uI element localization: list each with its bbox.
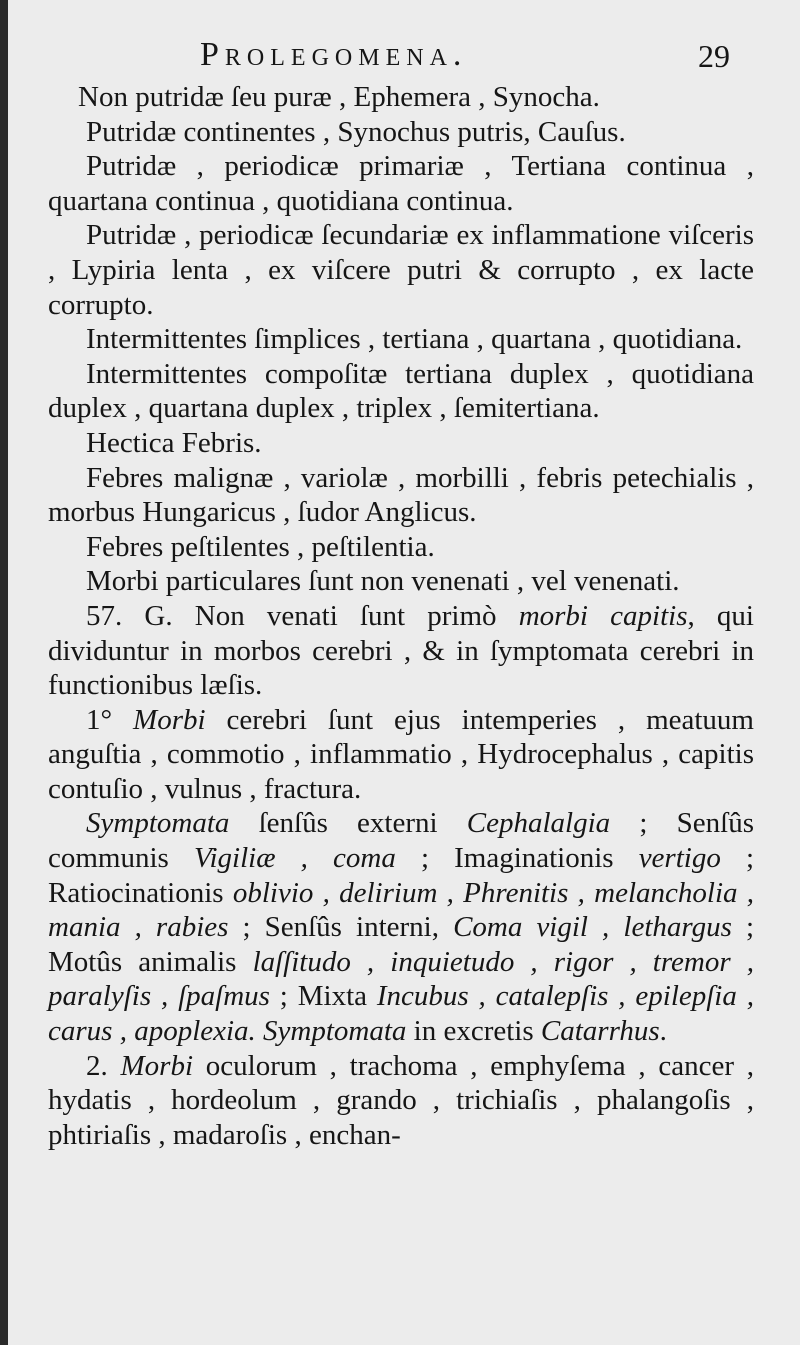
paragraph bbox=[48, 703, 754, 807]
book-page bbox=[8, 0, 800, 1345]
paragraph bbox=[48, 115, 754, 150]
text-run: oculorum , trachoma , emphyſema , cancer , hydatis , hordeolum , grando , trichiaſis , phalangoſis , phtiriaſis , madaroſis , enchan- bbox=[48, 1049, 755, 1151]
paragraph bbox=[48, 461, 754, 530]
text-run: Hectica Febris. bbox=[86, 426, 262, 459]
paragraph bbox=[48, 426, 754, 461]
text-run: ; Senſûs communis bbox=[48, 807, 754, 875]
paragraph bbox=[48, 80, 754, 115]
text-run: Febres malignæ , variolæ , morbilli , febris petechialis , morbus Hungaricus , ſudor Anglicus. bbox=[48, 461, 754, 529]
text-run: Intermittentes compoſitæ tertiana duplex , quotidiana duplex , quartana duplex , triplex , ſemitertiana. bbox=[48, 357, 754, 425]
italic-run: Morbi bbox=[120, 1049, 194, 1082]
text-run: Intermittentes ſimplices , tertiana , quartana , quotidiana. bbox=[86, 323, 743, 356]
paragraph bbox=[48, 149, 754, 218]
text-run: , qui dividuntur in morbos cerebri , & in ſymptomata cerebri in functionibus læſis. bbox=[48, 599, 754, 702]
text-run: Putridæ , periodicæ ſecundariæ ex inflammatione viſceris , Lypiria lenta , ex viſcere putri & corrupto , ex lacte corrupto. bbox=[48, 219, 754, 321]
text-run: in excretis bbox=[406, 1015, 541, 1048]
italic-run: laſſitudo , inquietudo , rigor , tremor , paralyſis , ſpaſmus bbox=[48, 945, 754, 1013]
paragraph bbox=[48, 599, 754, 703]
italic-run: morbi capitis bbox=[518, 599, 688, 632]
text-run: cerebri ſunt ejus intemperies , meatuum anguſtia , commotio , inflammatio , Hydrocephalus , capitis contuſio , vulnus , fractura. bbox=[48, 703, 754, 805]
text-run: ; Senſûs interni, bbox=[228, 911, 454, 944]
text-run: Non putridæ ſeu puræ , Ephemera , Synocha. bbox=[78, 81, 600, 113]
paragraph bbox=[48, 1049, 754, 1153]
text-run: ; Motûs animalis bbox=[48, 911, 755, 978]
text-run: ; Mixta bbox=[269, 980, 377, 1013]
italic-run: Symptomata bbox=[86, 807, 230, 840]
paragraph bbox=[48, 806, 754, 1048]
running-head bbox=[8, 36, 800, 86]
italic-run: Incubus , catalepſis , epilepſia , carus , apoplexia. Symptomata bbox=[48, 980, 754, 1048]
paragraph bbox=[48, 530, 754, 565]
running-head-title: Prolegomena. bbox=[200, 36, 468, 73]
paragraph bbox=[48, 322, 754, 357]
italic-run: Vigiliæ , coma bbox=[193, 842, 396, 875]
page-number: 29 bbox=[698, 38, 730, 74]
text-run: Putridæ , periodicæ primariæ , Tertiana continua , quartana continua , quotidiana continua. bbox=[48, 150, 754, 217]
italic-run: Catarrhus bbox=[540, 1015, 660, 1048]
italic-run: vertigo bbox=[638, 842, 721, 875]
paragraph bbox=[48, 357, 754, 426]
text-run: 57. G. Non venati ſunt primò bbox=[86, 599, 519, 632]
italic-run: Cephalalgia bbox=[466, 807, 611, 840]
text-run: ; Imaginationis bbox=[395, 842, 639, 875]
text-run: . bbox=[659, 1015, 667, 1048]
text-run: 2. bbox=[86, 1049, 121, 1082]
text-run: 1° bbox=[86, 703, 134, 736]
body-text bbox=[48, 80, 754, 1152]
italic-run: Coma vigil , lethargus bbox=[453, 911, 732, 944]
text-run: ; Ratiocinationis bbox=[48, 842, 755, 909]
text-run: Febres peſtilentes , peſtilentia. bbox=[86, 530, 435, 563]
italic-run: Morbi bbox=[133, 703, 206, 736]
italic-run: oblivio , delirium , Phrenitis , melancholia , mania , rabies bbox=[48, 876, 754, 944]
paragraph bbox=[48, 564, 754, 599]
text-run: ſenſûs externi bbox=[229, 807, 467, 840]
text-run: Putridæ continentes , Synochus putris, Cauſus. bbox=[86, 115, 626, 148]
paragraph bbox=[48, 218, 754, 322]
text-run: Morbi particulares ſunt non venenati , vel venenati. bbox=[86, 565, 680, 598]
